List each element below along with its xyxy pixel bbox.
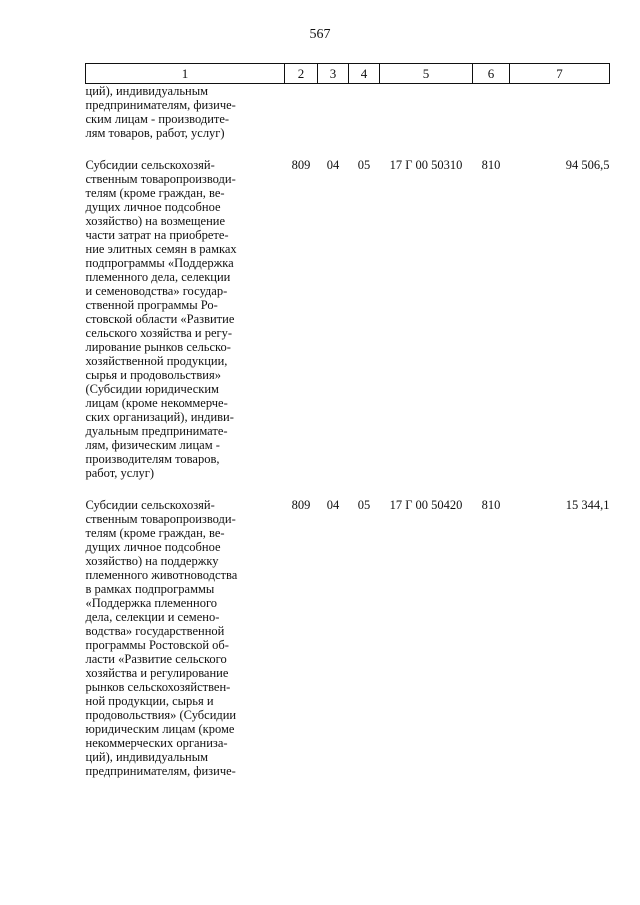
code-ministry: 809 [291,158,311,172]
description-line: предпринимателям, физиче- [85,764,236,778]
code-target: 17 Г 00 50420 [389,498,463,512]
table-body [86,84,610,779]
description-line: ственным товаропроизводи- [85,512,236,526]
description-line: хозяйство) на возмещение [85,214,226,228]
description-line: программы Ростовской об- [85,638,229,652]
description-line: ласти «Развитие сельского [85,652,227,666]
description-line: телям (кроме граждан, ве- [85,186,225,200]
description-line: ским лицам - производите- [85,112,230,126]
description-line: ственным товаропроизводи- [85,172,236,186]
description-line: части затрат на приобрете- [85,228,229,242]
description-line: телям (кроме граждан, ве- [85,526,225,540]
amount [510,84,610,141]
description-line: Субсидии сельскохозяй- [85,498,215,512]
description-line: «Поддержка племенного [85,596,218,610]
description-line: производителям товаров, [85,452,220,466]
description-line: лицам (кроме некоммерче- [85,396,228,410]
description-line: дущих личное подсобное [85,200,221,214]
description-line: предпринимателям, физиче- [85,98,236,112]
description-line: ций), индивидуальным [85,750,209,764]
code-section: 04 [326,498,340,512]
code-section: 04 [326,158,340,172]
row-description [86,158,285,480]
row-spacer [86,480,610,498]
code-target [380,84,473,141]
row-description [86,498,285,778]
page-number: 567 [309,27,331,42]
description-line: рынков сельскохозяйствен- [85,680,231,694]
description-line: дела, селекции и семено- [85,610,220,624]
code-ministry [285,84,318,141]
amount: 94 506,5 [565,158,610,172]
description-line: лям, физическим лицам - [85,438,220,452]
row-spacer [86,140,610,158]
code-expense-type [473,84,510,141]
budget-table [85,63,610,778]
description-line: некоммерческих организа- [85,736,228,750]
description-line: ной продукции, сырья и [85,694,214,708]
description-line: сельского хозяйства и регу- [85,326,233,340]
description-line: водства» государственной [85,624,225,638]
header-col-7: 7 [510,64,610,84]
code-subsection: 05 [357,498,371,512]
code-subsection: 05 [357,158,371,172]
description-line: племенного дела, селекции [85,270,231,284]
table-row [86,84,610,141]
description-line: Субсидии сельскохозяй- [85,158,215,172]
description-line: в рамках подпрограммы [85,582,215,596]
code-section [318,84,349,141]
description-line: хозяйства и регулирование [85,666,229,680]
header-col-6: 6 [473,64,510,84]
header-col-4: 4 [349,64,380,84]
row-description [86,84,285,141]
description-line: племенного животноводства [85,568,238,582]
header-col-1: 1 [86,64,285,84]
header-row [86,64,610,84]
code-expense-type: 810 [481,158,501,172]
code-expense-type: 810 [481,498,501,512]
description-line: юридическим лицам (кроме [85,722,235,736]
code-target: 17 Г 00 50310 [389,158,463,172]
description-line: подпрограммы «Поддержка [85,256,234,270]
header-col-2: 2 [285,64,318,84]
header-col-5: 5 [380,64,473,84]
description-line: хозяйство) на поддержку [85,554,219,568]
description-line: лирование рынков сельско- [85,340,231,354]
description-line: и семеноводства» государ- [85,284,228,298]
table-row [86,158,610,480]
table-row [86,498,610,778]
description-line: ственной программы Ро- [85,298,218,312]
description-line: ций), индивидуальным [85,84,209,98]
description-line: ние элитных семян в рамках [85,242,237,256]
description-line: работ, услуг) [85,466,155,480]
code-ministry: 809 [291,498,311,512]
code-subsection [349,84,380,141]
header-col-3: 3 [318,64,349,84]
description-line: стовской области «Развитие [85,312,235,326]
description-line: сырья и продовольствия» [85,368,221,382]
description-line: ских организаций), индиви- [85,410,234,424]
description-line: продовольствия» (Субсидии [85,708,237,722]
amount: 15 344,1 [565,498,610,512]
description-line: (Субсидии юридическим [85,382,219,396]
description-line: дущих личное подсобное [85,540,221,554]
description-line: лям товаров, работ, услуг) [85,126,225,140]
description-line: дуальным предпринимате- [85,424,228,438]
description-line: хозяйственной продукции, [85,354,228,368]
